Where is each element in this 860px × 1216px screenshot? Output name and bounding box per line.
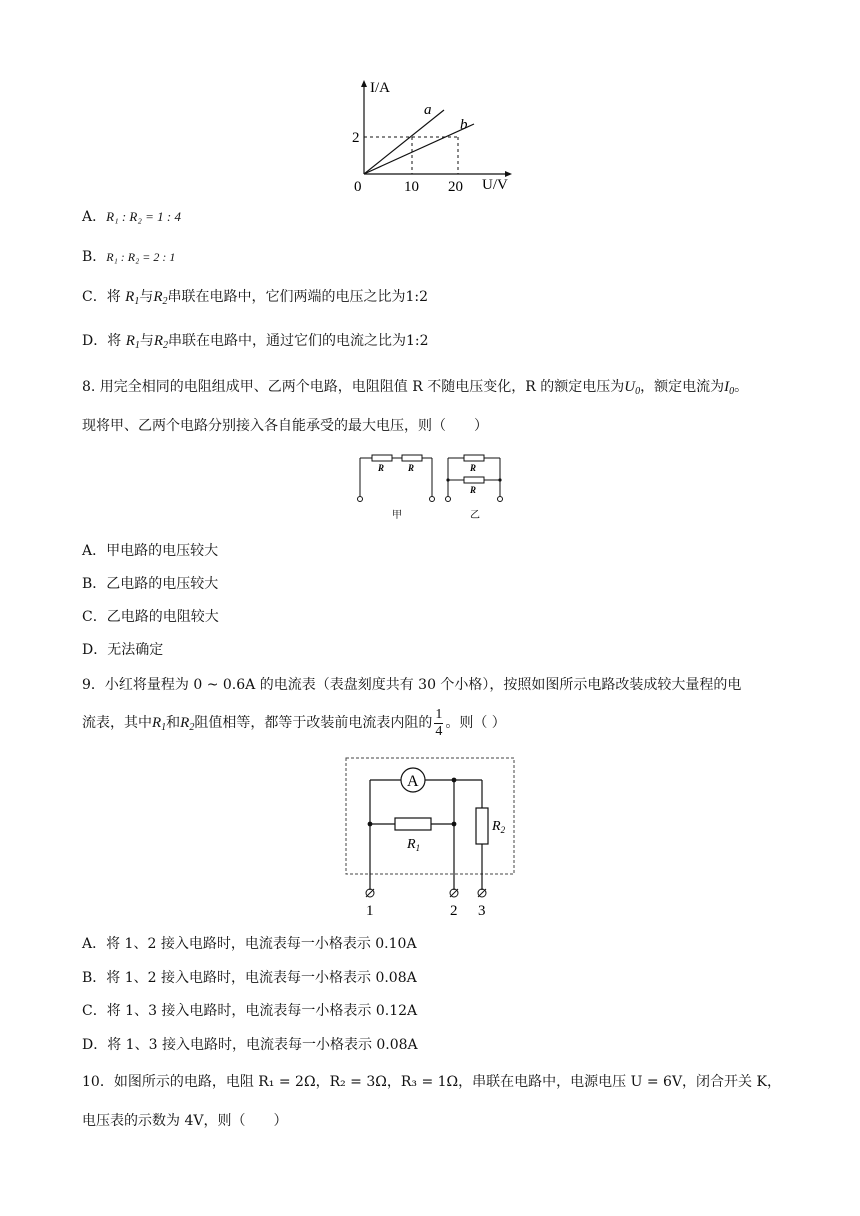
option-letter: B． xyxy=(82,249,107,265)
q9-option-d: D．将 1、3 接入电路时，电流表每一小格表示 0.08A xyxy=(82,1037,418,1053)
q10-stem-line2: 电压表的示数为 4V，则（ ） xyxy=(82,1113,288,1129)
option-formula: R₁ : R₂ = 2 : 1 xyxy=(106,250,176,264)
y-axis-label: I/A xyxy=(370,80,390,96)
iu-graph xyxy=(340,74,520,198)
q7-option-c: C．将 $R_1$与$R_2$串联在电路中，它们两端的电压之比为1:2 xyxy=(82,289,429,307)
q8-option-b: B．乙电路的电压较大 xyxy=(82,576,219,592)
line-a xyxy=(364,110,444,174)
q9-stem-line2: 流表，其中$R_1$和$R_2$阻值相等，都等于改装前电流表内阻的 $\frac{1}{4}$ 。则（ ） xyxy=(82,706,506,739)
q9-circuit xyxy=(340,752,522,920)
origin-label: 0 xyxy=(354,179,362,195)
q8-stem-line1: 8. 用完全相同的电阻组成甲、乙两个电路，电阻阻值 R 不随电压变化，R 的额定电压为$U_0$，额定电流为$I_0$。 xyxy=(82,379,749,397)
x-axis-label: U/V xyxy=(482,177,508,193)
terminal-1-label: 1 xyxy=(366,903,374,919)
r1-resistor xyxy=(395,818,431,830)
line-a-label: a xyxy=(424,102,432,118)
circuit-jia xyxy=(358,455,435,502)
r2-resistor xyxy=(476,808,488,844)
dashed-box xyxy=(346,758,514,874)
r1-label: $R_1$ xyxy=(407,837,421,853)
q8-stem-line2: 现将甲、乙两个电路分别接入各自能承受的最大电压，则（ ） xyxy=(82,418,488,434)
terminal-3-label: 3 xyxy=(478,903,486,919)
q9-stem-line1: 9．小红将量程为 0 ~ 0.6A 的电流表（表盘刻度共有 30 个小格），按照如图所示电路改装成较大量程的电 xyxy=(82,677,742,693)
q9-option-c: C．将 1、3 接入电路时，电流表每一小格表示 0.12A xyxy=(82,1003,418,1019)
q8-option-a: A．甲电路的电压较大 xyxy=(82,543,219,559)
label-yi: 乙 xyxy=(470,510,480,521)
q10-stem-line1: 10．如图所示的电路，电阻 R₁ = 2Ω，R₂ = 3Ω，R₃ = 1Ω，串联在电路中，电源电压 U = 6V，闭合开关 K， xyxy=(82,1074,781,1090)
option-formula: R₁ : R₂ = 1 : 4 xyxy=(106,209,181,224)
jia-r1-label: R xyxy=(378,463,385,473)
q9-option-b: B．将 1、2 接入电路时，电流表每一小格表示 0.08A xyxy=(82,970,417,986)
q8-circuits xyxy=(356,450,516,524)
q9-option-a: A．将 1、2 接入电路时，电流表每一小格表示 0.10A xyxy=(82,936,417,952)
q9-circuit-svg xyxy=(340,752,522,920)
r2-label: $R_2$ xyxy=(492,819,506,835)
iu-graph-svg xyxy=(340,74,520,198)
fraction-one-quarter: $\frac{1}{4}$ xyxy=(435,706,443,739)
q8-option-c: C．乙电路的电阻较大 xyxy=(82,609,219,625)
label-jia: 甲 xyxy=(392,510,402,521)
yi-r2-label: R xyxy=(470,485,477,495)
yi-r1-label: R xyxy=(470,463,477,473)
option-letter: A． xyxy=(82,209,107,225)
jia-r2-label: R xyxy=(408,463,415,473)
q7-option-b xyxy=(82,247,175,267)
line-b-label: b xyxy=(460,117,468,133)
q7-option-a xyxy=(82,207,181,227)
y-tick-2: 2 xyxy=(352,130,360,146)
x-tick-10: 10 xyxy=(404,179,419,195)
q8-circuits-svg xyxy=(356,450,516,524)
x-tick-20: 20 xyxy=(448,179,463,195)
terminal-2-label: 2 xyxy=(450,903,458,919)
y-axis-arrow xyxy=(361,80,367,87)
ammeter-label: A xyxy=(407,773,419,790)
q7-option-d: D．将 $R_1$与$R_2$串联在电路中，通过它们的电流之比为1:2 xyxy=(82,333,429,351)
q8-option-d: D．无法确定 xyxy=(82,642,164,658)
